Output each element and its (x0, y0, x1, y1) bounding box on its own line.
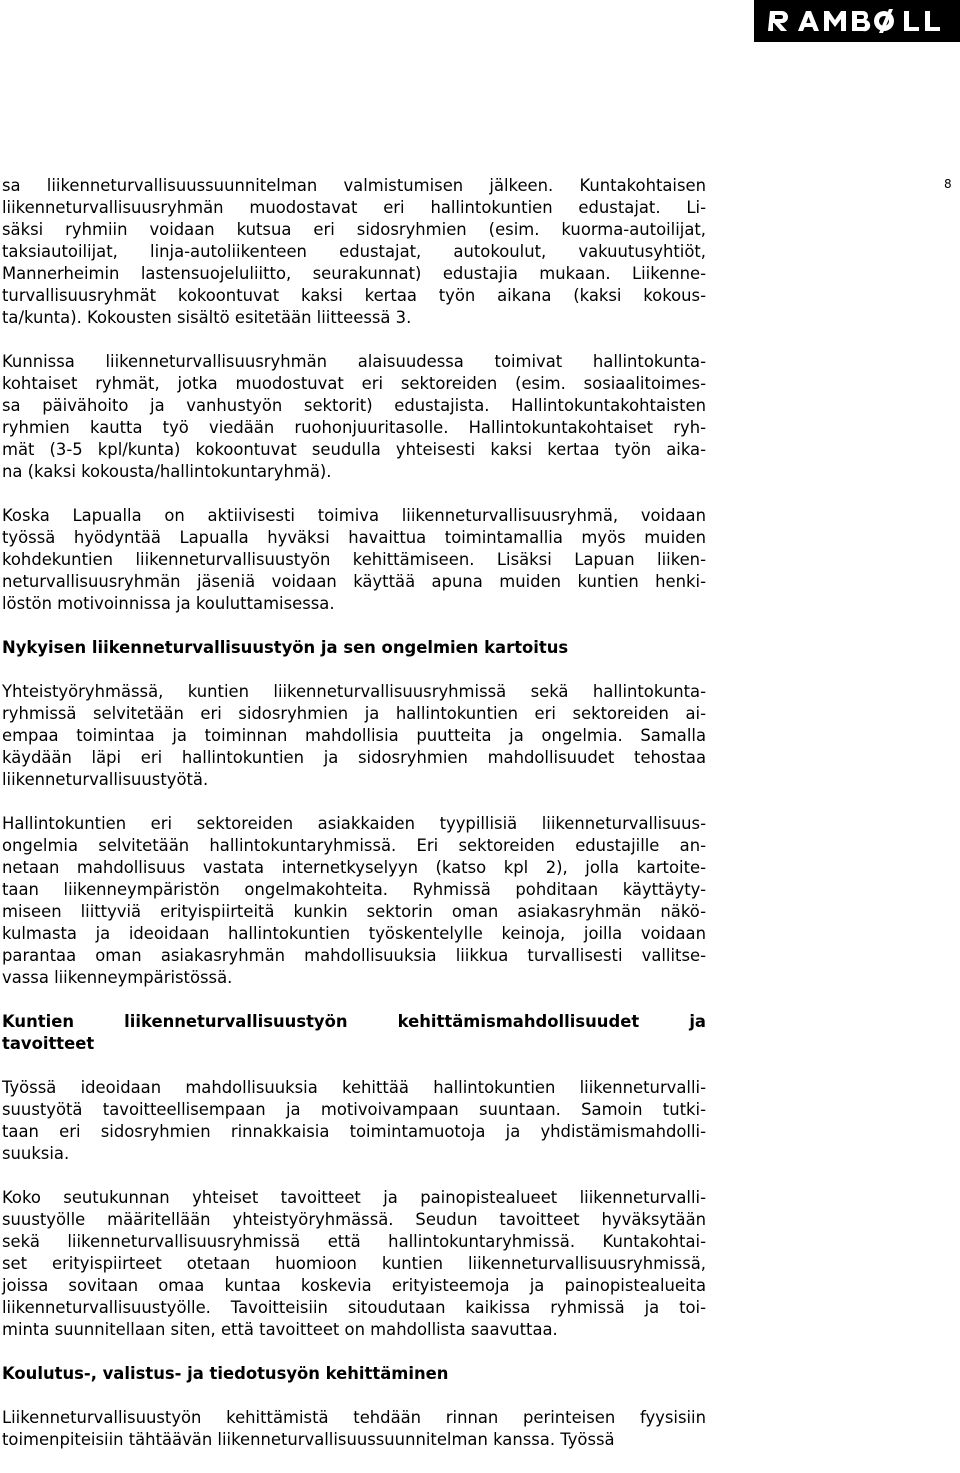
text-line: Mannerheimin lastensuojeluliitto, seurakunnat) edustajia mukaan. Liikenne- (2, 264, 706, 283)
text-line: kohtaiset ryhmät, jotka muodostuvat eri sektoreiden (esim. sosiaalitoimes- (2, 374, 706, 393)
paragraph (2, 1077, 706, 1165)
text-line: neturvallisuusryhmän jäseniä voidaan käyttää apuna muiden kuntien henki- (2, 572, 706, 591)
section-heading (2, 1011, 706, 1055)
text-line: taksiautoilijat, linja-autoliikenteen edustajat, autokoulut, vakuutusyhtiöt, (2, 242, 706, 261)
text-line: Työssä ideoidaan mahdollisuuksia kehittää hallintokuntien liikenneturvalli- (2, 1078, 706, 1097)
section-heading (2, 637, 706, 659)
text-line: suustyölle määritellään yhteistyöryhmässä. Seudun tavoitteet hyväksytään (2, 1210, 706, 1229)
ramboll-logo-icon (768, 9, 946, 33)
text-line: ryhmien kautta työ viedään ruohonjuuritasolle. Hallintokuntakohtaiset ryh- (2, 418, 706, 437)
text-line: Koska Lapualla on aktiivisesti toimiva liikenneturvallisuusryhmä, voidaan (2, 506, 706, 525)
document-body (2, 175, 706, 1473)
text-line: löstön motivoinnissa ja kouluttamisessa. (2, 594, 335, 613)
text-line: na (kaksi kokousta/hallintokuntaryhmä). (2, 462, 332, 481)
company-logo (754, 0, 960, 42)
section-heading (2, 1363, 706, 1385)
text-line: minta suunnitellaan siten, että tavoitteet on mahdollista saavuttaa. (2, 1320, 558, 1339)
text-line: netaan mahdollisuus vastata internetkyselyyn (katso kpl 2), jolla kartoite- (2, 858, 706, 877)
text-line: ta/kunta). Kokousten sisältö esitetään liitteessä 3. (2, 308, 412, 327)
text-line: miseen liittyviä erityispiirteitä kunkin sektorin oman asiakasryhmän näkö- (2, 902, 706, 921)
text-line: turvallisuusryhmät kokoontuvat kaksi kertaa työn aikana (kaksi kokous- (2, 286, 706, 305)
text-line: kohdekuntien liikenneturvallisuustyön kehittämiseen. Lisäksi Lapuan liiken- (2, 550, 706, 569)
paragraph (2, 681, 706, 791)
text-line: toimenpiteisiin tähtäävän liikenneturvallisuussuunnitelman kanssa. Työssä (2, 1430, 615, 1449)
paragraph (2, 351, 706, 483)
text-line: parantaa oman asiakasryhmän mahdollisuuksia liikkua turvallisesti vallitse- (2, 946, 706, 965)
text-line: Yhteistyöryhmässä, kuntien liikenneturvallisuusryhmissä sekä hallintokunta- (2, 682, 706, 701)
text-line: Kuntien liikenneturvallisuustyön kehittämismahdollisuudet ja (2, 1012, 706, 1031)
text-line: set erityispiirteet otetaan huomioon kuntien liikenneturvallisuusryhmissä, (2, 1254, 706, 1273)
page-number: 8 (944, 177, 952, 191)
text-line: liikenneturvallisuustyölle. Tavoitteisiin sitoudutaan kaikissa ryhmissä ja toi- (2, 1298, 706, 1317)
text-line: sekä liikenneturvallisuusryhmissä että hallintokuntaryhmissä. Kuntakohtai- (2, 1232, 706, 1251)
text-line: käydään läpi eri hallintokuntien ja sidosryhmien mahdollisuudet tehostaa (2, 748, 706, 767)
text-line: kulmasta ja ideoidaan hallintokuntien työskentelylle keinoja, joilla voidaan (2, 924, 706, 943)
text-line: suustyötä tavoitteellisempaan ja motivoivampaan suuntaan. Samoin tutki- (2, 1100, 706, 1119)
text-line: empaa toimintaa ja toiminnan mahdollisia puutteita ja ongelmia. Samalla (2, 726, 706, 745)
text-line: taan eri sidosryhmien rinnakkaisia toimintamuotoja ja yhdistämismahdolli- (2, 1122, 706, 1141)
text-line: taan liikenneympäristön ongelmakohteita. Ryhmissä pohditaan käyttäyty- (2, 880, 706, 899)
text-line: Koulutus-, valistus- ja tiedotusyön kehittäminen (2, 1364, 449, 1383)
text-line: ryhmissä selvitetään eri sidosryhmien ja hallintokuntien eri sektoreiden ai- (2, 704, 706, 723)
text-line: ongelmia selvitetään hallintokuntaryhmissä. Eri sektoreiden edustajille an- (2, 836, 706, 855)
paragraph (2, 505, 706, 615)
text-line: Kunnissa liikenneturvallisuusryhmän alaisuudessa toimivat hallintokunta- (2, 352, 706, 371)
text-line: sa päivähoito ja vanhustyön sektorit) edustajista. Hallintokuntakohtaisten (2, 396, 706, 415)
text-line: suuksia. (2, 1144, 70, 1163)
text-line: liikenneturvallisuustyötä. (2, 770, 209, 789)
paragraph (2, 813, 706, 989)
text-line: mät (3-5 kpl/kunta) kokoontuvat seudulla yhteisesti kaksi kertaa työn aika- (2, 440, 706, 459)
text-line: joissa sovitaan omaa kuntaa koskevia erityisteemoja ja painopistealueita (2, 1276, 706, 1295)
text-line: liikenneturvallisuusryhmän muodostavat eri hallintokuntien edustajat. Li- (2, 198, 706, 217)
text-line: Koko seutukunnan yhteiset tavoitteet ja painopistealueet liikenneturvalli- (2, 1188, 706, 1207)
text-line: sa liikenneturvallisuussuunnitelman valmistumisen jälkeen. Kuntakohtaisen (2, 176, 706, 195)
paragraph (2, 175, 706, 329)
text-line: työssä hyödyntää Lapualla hyväksi havaittua toimintamallia myös muiden (2, 528, 706, 547)
text-line: Liikenneturvallisuustyön kehittämistä tehdään rinnan perinteisen fyysisiin (2, 1408, 706, 1427)
text-line: tavoitteet (2, 1034, 95, 1053)
text-line: Nykyisen liikenneturvallisuustyön ja sen ongelmien kartoitus (2, 638, 569, 657)
text-line: Hallintokuntien eri sektoreiden asiakkaiden tyypillisiä liikenneturvallisuus- (2, 814, 706, 833)
paragraph (2, 1187, 706, 1341)
text-line: vassa liikenneympäristössä. (2, 968, 233, 987)
text-line: säksi ryhmiin voidaan kutsua eri sidosryhmien (esim. kuorma-autoilijat, (2, 220, 706, 239)
paragraph (2, 1407, 706, 1451)
